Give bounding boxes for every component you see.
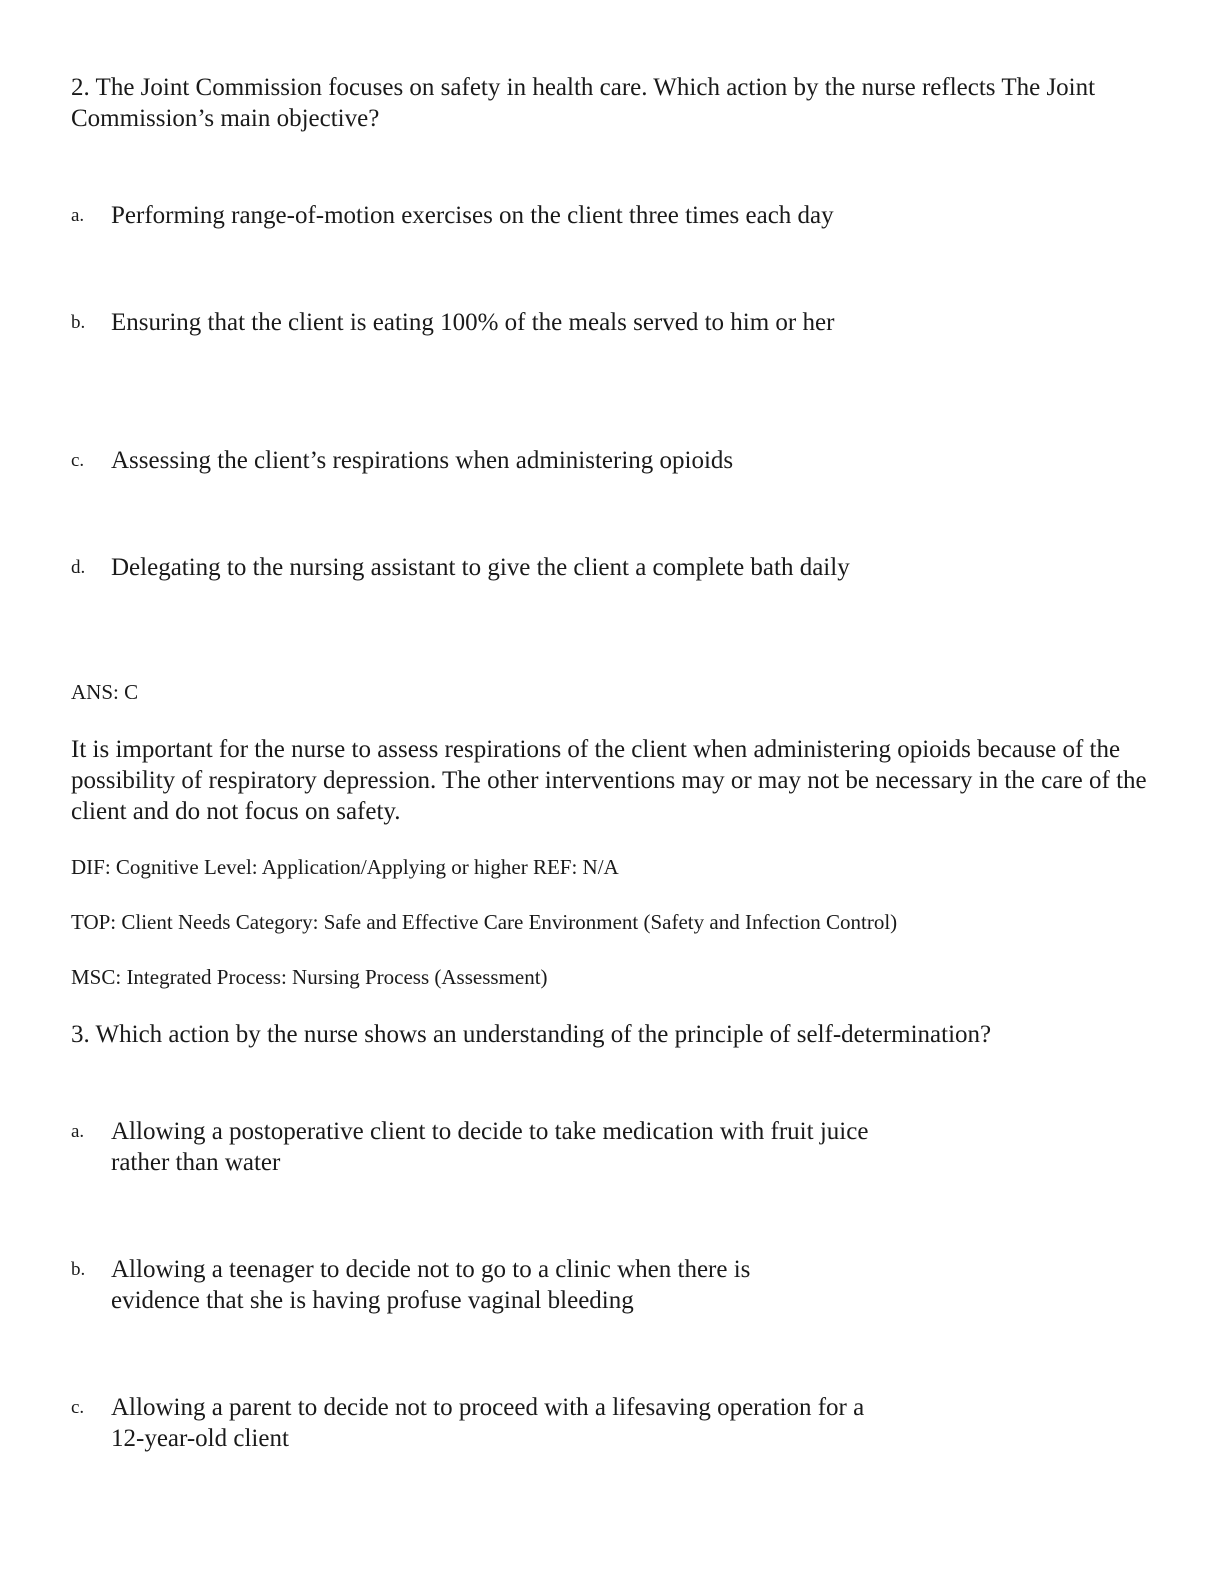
- question-2-option-a: [71, 200, 871, 231]
- option-letter: c.: [71, 1397, 85, 1418]
- answer-key: ANS: C: [71, 680, 139, 704]
- question-2-option-b: [71, 307, 871, 338]
- question-3-option-a: [71, 1116, 871, 1178]
- option-letter: b.: [71, 1259, 86, 1280]
- question-2-option-c: [71, 445, 871, 476]
- option-letter: b.: [71, 312, 86, 333]
- option-letter: d.: [71, 557, 86, 578]
- option-letter: a.: [71, 205, 85, 226]
- option-text: Performing range-of-motion exercises on the client three times each day: [111, 202, 834, 229]
- option-letter: a.: [71, 1121, 85, 1142]
- difficulty-line: DIF: Cognitive Level: Application/Applying or higher REF: N/A: [71, 855, 619, 879]
- option-text: Delegating to the nursing assistant to give the client a complete bath daily: [111, 554, 850, 581]
- option-text: Allowing a teenager to decide not to go to a clinic when there is evidence that she is having profuse vaginal bleeding: [111, 1256, 751, 1314]
- question-3-text: 3. Which action by the nurse shows an understanding of the principle of self-determination?: [71, 1021, 992, 1048]
- option-text: Allowing a parent to decide not to proceed with a lifesaving operation for a 12-year-old client: [111, 1394, 865, 1452]
- question-2-text: 2. The Joint Commission focuses on safety in health care. Which action by the nurse reflects The Joint Commission’s main objective?: [71, 74, 1096, 132]
- topic-line: TOP: Client Needs Category: Safe and Effective Care Environment (Safety and Infection Control): [71, 910, 898, 934]
- question-3-option-c: [71, 1392, 871, 1454]
- option-text: Ensuring that the client is eating 100% of the meals served to him or her: [111, 309, 835, 336]
- option-letter: c.: [71, 450, 85, 471]
- answer-rationale: It is important for the nurse to assess respirations of the client when administering opioids because of the possibility of respiratory depression. The other interventions may or may not be necessary in the care of the client and do not focus on safety.: [71, 736, 1147, 825]
- msc-line: MSC: Integrated Process: Nursing Process (Assessment): [71, 965, 548, 989]
- option-text: Assessing the client’s respirations when administering opioids: [111, 447, 734, 474]
- question-3-option-b: [71, 1254, 871, 1316]
- option-text: Allowing a postoperative client to decide to take medication with fruit juice rather than water: [111, 1118, 869, 1176]
- question-2-option-d: [71, 552, 871, 583]
